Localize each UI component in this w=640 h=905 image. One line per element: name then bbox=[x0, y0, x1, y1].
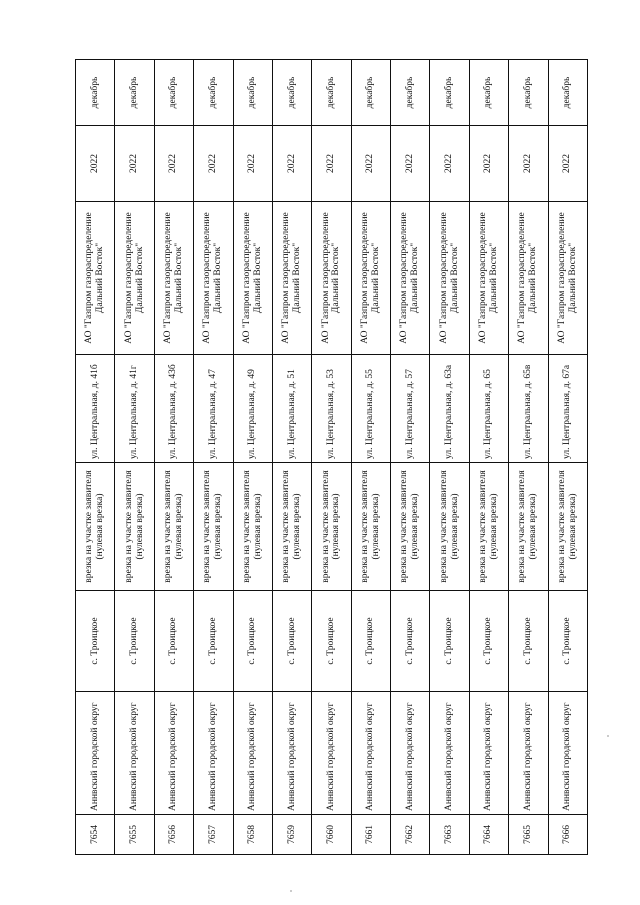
table-row bbox=[76, 60, 115, 855]
year-cell: 2022 bbox=[233, 126, 272, 202]
table-row bbox=[233, 60, 272, 855]
organization-cell: АО "Газпром газораспределение Дальний Восток" bbox=[391, 202, 430, 355]
address-cell: ул. Центральная, д. 43б bbox=[154, 355, 193, 463]
district-cell: Аннвский городской округ bbox=[548, 692, 588, 815]
locality-cell: с. Троицкое bbox=[76, 591, 115, 692]
district-cell: Аннвский городской округ bbox=[391, 692, 430, 815]
locality-cell: с. Троицкое bbox=[351, 591, 390, 692]
year-cell: 2022 bbox=[548, 126, 588, 202]
address-cell: ул. Центральная, д. 55 bbox=[351, 355, 390, 463]
year-cell: 2022 bbox=[272, 126, 311, 202]
month-cell: декабрь bbox=[351, 60, 390, 126]
year-cell: 2022 bbox=[351, 126, 390, 202]
row-number-cell: 7664 bbox=[469, 815, 508, 855]
district-cell: Аннвский городской округ bbox=[430, 692, 469, 815]
address-cell: ул. Центральная, д. 63а bbox=[430, 355, 469, 463]
year-cell: 2022 bbox=[312, 126, 351, 202]
work-type-cell: врезка на участке заявителя (нулевая врезка) bbox=[509, 463, 548, 591]
locality-cell: с. Троицкое bbox=[430, 591, 469, 692]
month-cell: декабрь bbox=[312, 60, 351, 126]
organization-cell: АО "Газпром газораспределение Дальний Восток" bbox=[76, 202, 115, 355]
table-row bbox=[312, 60, 351, 855]
month-cell: декабрь bbox=[194, 60, 233, 126]
row-number-cell: 7658 bbox=[233, 815, 272, 855]
work-type-cell: врезка на участке заявителя (нулевая врезка) bbox=[76, 463, 115, 591]
row-number-cell: 7655 bbox=[115, 815, 154, 855]
year-cell: 2022 bbox=[391, 126, 430, 202]
row-number-cell: 7663 bbox=[430, 815, 469, 855]
locality-cell: с. Троицкое bbox=[509, 591, 548, 692]
row-number-cell: 7654 bbox=[76, 815, 115, 855]
row-number-cell: 7660 bbox=[312, 815, 351, 855]
work-type-cell: врезка на участке заявителя (нулевая врезка) bbox=[548, 463, 588, 591]
locality-cell: с. Троицкое bbox=[194, 591, 233, 692]
month-cell: декабрь bbox=[391, 60, 430, 126]
gas-connection-table bbox=[75, 59, 588, 855]
table-row bbox=[154, 60, 193, 855]
year-cell: 2022 bbox=[154, 126, 193, 202]
address-cell: ул. Центральная, д. 41г bbox=[115, 355, 154, 463]
organization-cell: АО "Газпром газораспределение Дальний Восток" bbox=[548, 202, 588, 355]
district-cell: Аннвский городской округ bbox=[509, 692, 548, 815]
organization-cell: АО "Газпром газораспределение Дальний Восток" bbox=[430, 202, 469, 355]
organization-cell: АО "Газпром газораспределение Дальний Восток" bbox=[469, 202, 508, 355]
table-row bbox=[351, 60, 390, 855]
year-cell: 2022 bbox=[115, 126, 154, 202]
row-number-cell: 7659 bbox=[272, 815, 311, 855]
locality-cell: с. Троицкое bbox=[548, 591, 588, 692]
address-cell: ул. Центральная, д. 51 bbox=[272, 355, 311, 463]
year-cell: 2022 bbox=[469, 126, 508, 202]
month-cell: декабрь bbox=[154, 60, 193, 126]
table-row bbox=[548, 60, 588, 855]
organization-cell: АО "Газпром газораспределение Дальний Восток" bbox=[351, 202, 390, 355]
organization-cell: АО "Газпром газораспределение Дальний Восток" bbox=[312, 202, 351, 355]
table-row bbox=[430, 60, 469, 855]
year-cell: 2022 bbox=[430, 126, 469, 202]
address-cell: ул. Центральная, д. 57 bbox=[391, 355, 430, 463]
work-type-cell: врезка на участке заявителя (нулевая врезка) bbox=[194, 463, 233, 591]
month-cell: декабрь bbox=[469, 60, 508, 126]
district-cell: Аннвский городской округ bbox=[272, 692, 311, 815]
district-cell: Аннвский городской округ bbox=[194, 692, 233, 815]
district-cell: Аннвский городской округ bbox=[351, 692, 390, 815]
work-type-cell: врезка на участке заявителя (нулевая врезка) bbox=[469, 463, 508, 591]
work-type-cell: врезка на участке заявителя (нулевая врезка) bbox=[154, 463, 193, 591]
organization-cell: АО "Газпром газораспределение Дальний Восток" bbox=[233, 202, 272, 355]
address-cell: ул. Центральная, д. 49 bbox=[233, 355, 272, 463]
locality-cell: с. Троицкое bbox=[233, 591, 272, 692]
organization-cell: АО "Газпром газораспределение Дальний Восток" bbox=[509, 202, 548, 355]
organization-cell: АО "Газпром газораспределение Дальний Восток" bbox=[272, 202, 311, 355]
row-number-cell: 7661 bbox=[351, 815, 390, 855]
address-cell: ул. Центральная, д. 65в bbox=[509, 355, 548, 463]
address-cell: ул. Центральная, д. 53 bbox=[312, 355, 351, 463]
work-type-cell: врезка на участке заявителя (нулевая врезка) bbox=[430, 463, 469, 591]
table-row bbox=[391, 60, 430, 855]
row-number-cell: 7656 bbox=[154, 815, 193, 855]
work-type-cell: врезка на участке заявителя (нулевая врезка) bbox=[115, 463, 154, 591]
district-cell: Аннвский городской округ bbox=[233, 692, 272, 815]
table-row bbox=[509, 60, 548, 855]
table-body bbox=[76, 60, 588, 855]
work-type-cell: врезка на участке заявителя (нулевая врезка) bbox=[351, 463, 390, 591]
district-cell: Аннвский городской округ bbox=[312, 692, 351, 815]
locality-cell: с. Троицкое bbox=[391, 591, 430, 692]
organization-cell: АО "Газпром газораспределение Дальний Восток" bbox=[115, 202, 154, 355]
year-cell: 2022 bbox=[509, 126, 548, 202]
table-row bbox=[194, 60, 233, 855]
address-cell: ул. Центральная, д. 47 bbox=[194, 355, 233, 463]
work-type-cell: врезка на участке заявителя (нулевая врезка) bbox=[312, 463, 351, 591]
organization-cell: АО "Газпром газораспределение Дальний Восток" bbox=[154, 202, 193, 355]
month-cell: декабрь bbox=[430, 60, 469, 126]
month-cell: декабрь bbox=[548, 60, 588, 126]
row-number-cell: 7662 bbox=[391, 815, 430, 855]
month-cell: декабрь bbox=[272, 60, 311, 126]
rotated-table-wrapper bbox=[75, 60, 588, 855]
work-type-cell: врезка на участке заявителя (нулевая врезка) bbox=[391, 463, 430, 591]
table-row bbox=[272, 60, 311, 855]
scan-speck bbox=[290, 890, 292, 892]
district-cell: Аннвский городской округ bbox=[115, 692, 154, 815]
district-cell: Аннвский городской округ bbox=[76, 692, 115, 815]
month-cell: декабрь bbox=[76, 60, 115, 126]
address-cell: ул. Центральная, д. 67а bbox=[548, 355, 588, 463]
address-cell: ул. Центральная, д. 65 bbox=[469, 355, 508, 463]
table-row bbox=[115, 60, 154, 855]
month-cell: декабрь bbox=[233, 60, 272, 126]
locality-cell: с. Троицкое bbox=[312, 591, 351, 692]
scan-speck bbox=[607, 735, 609, 737]
locality-cell: с. Троицкое bbox=[154, 591, 193, 692]
work-type-cell: врезка на участке заявителя (нулевая врезка) bbox=[233, 463, 272, 591]
organization-cell: АО "Газпром газораспределение Дальний Восток" bbox=[194, 202, 233, 355]
district-cell: Аннвский городской округ bbox=[469, 692, 508, 815]
locality-cell: с. Троицкое bbox=[469, 591, 508, 692]
month-cell: декабрь bbox=[509, 60, 548, 126]
year-cell: 2022 bbox=[194, 126, 233, 202]
row-number-cell: 7666 bbox=[548, 815, 588, 855]
address-cell: ул. Центральная, д. 41б bbox=[76, 355, 115, 463]
month-cell: декабрь bbox=[115, 60, 154, 126]
row-number-cell: 7665 bbox=[509, 815, 548, 855]
district-cell: Аннвский городской округ bbox=[154, 692, 193, 815]
table-row bbox=[469, 60, 508, 855]
locality-cell: с. Троицкое bbox=[115, 591, 154, 692]
year-cell: 2022 bbox=[76, 126, 115, 202]
work-type-cell: врезка на участке заявителя (нулевая врезка) bbox=[272, 463, 311, 591]
locality-cell: с. Троицкое bbox=[272, 591, 311, 692]
row-number-cell: 7657 bbox=[194, 815, 233, 855]
